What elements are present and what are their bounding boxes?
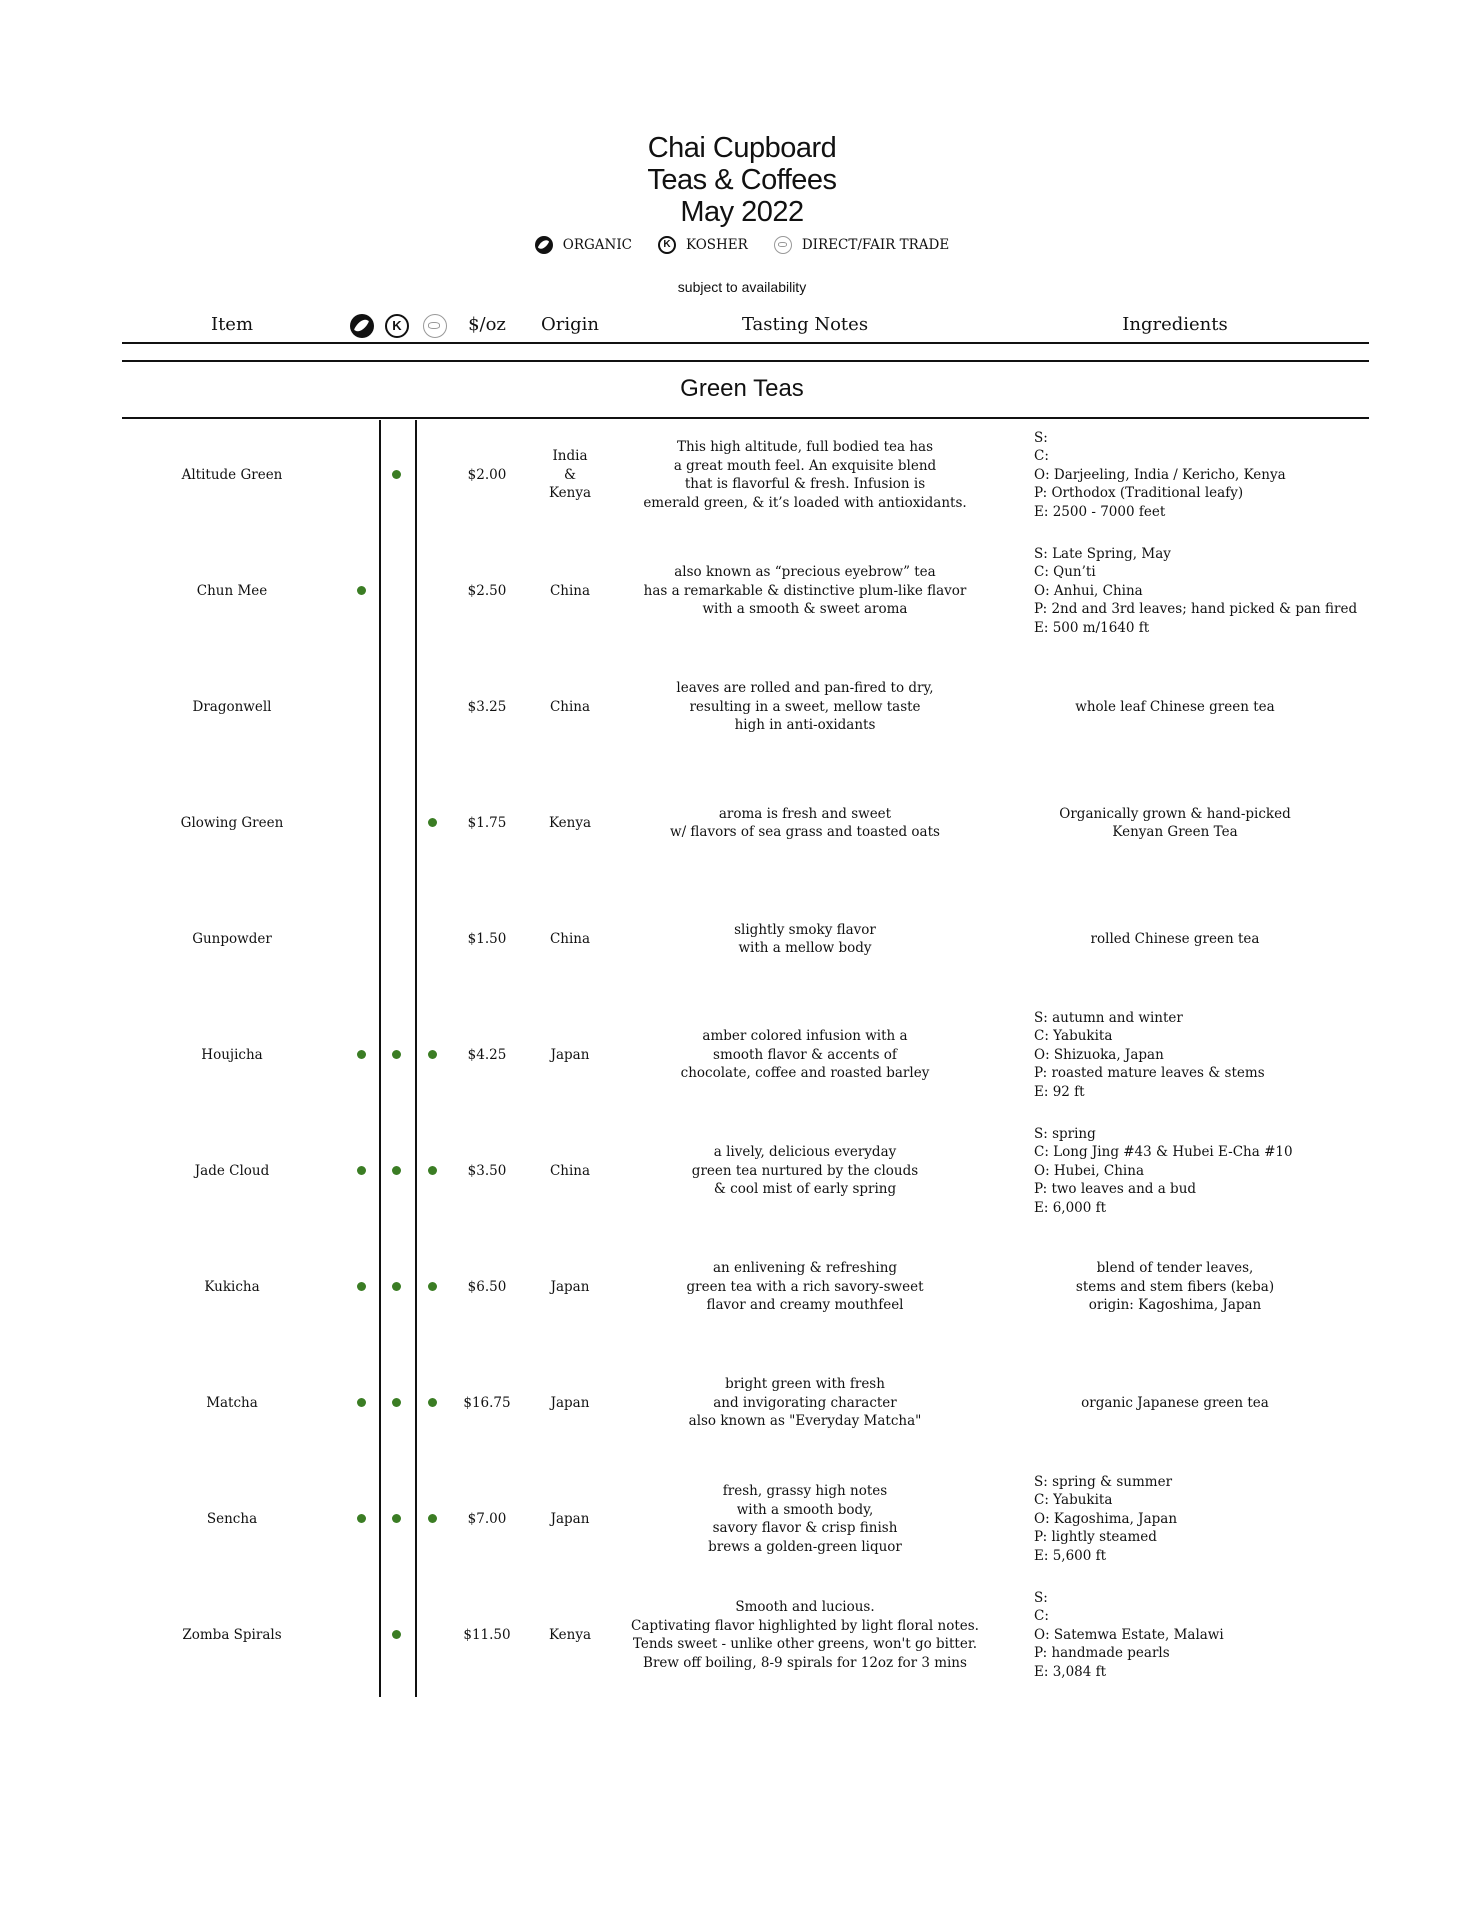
legend-label: ORGANIC bbox=[562, 237, 632, 253]
tasting-notes: an enlivening & refreshing green tea with a rich savory-sweet flavor and creamy mouthfeel bbox=[686, 1260, 924, 1314]
organic-dot bbox=[357, 1514, 366, 1523]
column-headers bbox=[0, 314, 1484, 344]
col-header-price: $/oz bbox=[468, 314, 506, 335]
item-name: Dragonwell bbox=[192, 698, 272, 715]
legend-fair-trade bbox=[774, 236, 949, 254]
origin: China bbox=[549, 698, 591, 715]
table-row bbox=[0, 1577, 1484, 1693]
origin: Japan bbox=[550, 1394, 590, 1411]
item-name: Houjicha bbox=[201, 1046, 263, 1063]
ingredients: S: C: O: Darjeeling, India / Kericho, Kenya P: Orthodox (Traditional leafy) E: 2500 - 7000 feet bbox=[1034, 429, 1286, 520]
organic-dot bbox=[357, 1166, 366, 1175]
legend-label: KOSHER bbox=[686, 237, 748, 253]
fair-trade-dot bbox=[428, 1398, 437, 1407]
fair-trade-dot bbox=[428, 1282, 437, 1291]
col-header-tasting: Tasting Notes bbox=[741, 314, 869, 335]
fair-trade-dot bbox=[428, 818, 437, 827]
fair-trade-icon bbox=[774, 236, 792, 254]
section-title: Green Teas bbox=[680, 375, 804, 402]
col-header-item: Item bbox=[210, 314, 254, 335]
price: $3.50 bbox=[467, 1162, 507, 1179]
menu-header bbox=[0, 132, 1484, 254]
item-name: Chun Mee bbox=[196, 582, 268, 599]
legend-kosher bbox=[658, 236, 748, 254]
tasting-notes: slightly smoky flavor with a mellow body bbox=[734, 921, 876, 956]
origin: China bbox=[549, 1162, 591, 1179]
ingredients: blend of tender leaves, stems and stem fibers (keba) origin: Kagoshima, Japan bbox=[1075, 1260, 1275, 1314]
ingredients: organic Japanese green tea bbox=[1081, 1394, 1269, 1411]
ingredients: S: autumn and winter C: Yabukita O: Shizuoka, Japan P: roasted mature leaves & stems E: 92 ft bbox=[1034, 1009, 1265, 1100]
tasting-notes: also known as “precious eyebrow” tea has a remarkable & distinctive plum-like flavor with a smooth & sweet aroma bbox=[643, 564, 967, 618]
table-row bbox=[0, 649, 1484, 765]
tasting-notes: bright green with fresh and invigorating character also known as "Everyday Matcha" bbox=[688, 1376, 922, 1430]
organic-icon bbox=[349, 314, 375, 343]
table-row bbox=[0, 881, 1484, 997]
table-row bbox=[0, 1229, 1484, 1345]
origin: Japan bbox=[550, 1046, 590, 1063]
origin: Kenya bbox=[548, 1626, 592, 1643]
table-row bbox=[0, 765, 1484, 881]
origin: China bbox=[549, 582, 591, 599]
legend bbox=[0, 236, 1484, 254]
item-name: Sencha bbox=[206, 1510, 258, 1527]
price: $1.75 bbox=[467, 814, 507, 831]
origin: Japan bbox=[550, 1278, 590, 1295]
item-name: Matcha bbox=[206, 1394, 258, 1411]
ingredients: S: C: O: Satemwa Estate, Malawi P: handmade pearls E: 3,084 ft bbox=[1034, 1589, 1224, 1680]
origin: Japan bbox=[550, 1510, 590, 1527]
tasting-notes: aroma is fresh and sweet w/ flavors of sea grass and toasted oats bbox=[670, 805, 940, 840]
section-rule-top bbox=[122, 360, 1369, 362]
title-line-2: Teas & Coffees bbox=[647, 164, 837, 196]
ingredients: rolled Chinese green tea bbox=[1090, 930, 1260, 947]
table-row bbox=[0, 1345, 1484, 1461]
organic-dot bbox=[357, 586, 366, 595]
title-line-1: Chai Cupboard bbox=[647, 132, 837, 164]
organic-dot bbox=[357, 1282, 366, 1291]
price: $16.75 bbox=[463, 1394, 511, 1411]
ingredients: whole leaf Chinese green tea bbox=[1075, 698, 1275, 715]
item-name: Jade Cloud bbox=[194, 1162, 270, 1179]
price: $6.50 bbox=[467, 1278, 507, 1295]
legend-organic bbox=[535, 236, 632, 254]
item-name: Glowing Green bbox=[180, 814, 284, 831]
fair-trade-dot bbox=[428, 1166, 437, 1175]
ingredients: Organically grown & hand-picked Kenyan Green Tea bbox=[1059, 805, 1291, 840]
price: $4.25 bbox=[467, 1046, 507, 1063]
price: $1.50 bbox=[467, 930, 507, 947]
tasting-notes: amber colored infusion with a smooth flavor & accents of chocolate, coffee and roasted barley bbox=[680, 1028, 930, 1082]
kosher-dot bbox=[392, 1514, 401, 1523]
price: $2.50 bbox=[467, 582, 507, 599]
fair-trade-dot bbox=[428, 1514, 437, 1523]
kosher-dot bbox=[392, 1050, 401, 1059]
fair-trade-dot bbox=[428, 1050, 437, 1059]
fair-trade-icon bbox=[422, 314, 448, 343]
kosher-icon bbox=[658, 236, 676, 254]
legend-label: DIRECT/FAIR TRADE bbox=[801, 237, 950, 253]
origin: India & Kenya bbox=[548, 448, 592, 502]
kosher-dot bbox=[392, 1166, 401, 1175]
price: $11.50 bbox=[463, 1626, 511, 1643]
item-name: Altitude Green bbox=[181, 466, 283, 483]
kosher-dot bbox=[392, 470, 401, 479]
tasting-notes: This high altitude, full bodied tea has a great mouth feel. An exquisite blend that is flavorful & fresh. Infusion is emerald green, & it’s loaded with antioxidants. bbox=[643, 439, 967, 511]
price: $3.25 bbox=[467, 698, 507, 715]
tasting-notes: a lively, delicious everyday green tea nurtured by the clouds & cool mist of early spring bbox=[691, 1144, 919, 1198]
header-rule bbox=[122, 342, 1369, 344]
table-row bbox=[0, 997, 1484, 1113]
origin: Kenya bbox=[548, 814, 592, 831]
kosher-dot bbox=[392, 1630, 401, 1639]
organic-dot bbox=[357, 1050, 366, 1059]
price: $2.00 bbox=[467, 466, 507, 483]
table-row bbox=[0, 1113, 1484, 1229]
item-name: Kukicha bbox=[204, 1278, 260, 1295]
organic-icon bbox=[535, 236, 553, 254]
ingredients: S: spring & summer C: Yabukita O: Kagoshima, Japan P: lightly steamed E: 5,600 ft bbox=[1034, 1473, 1178, 1564]
item-name: Zomba Spirals bbox=[182, 1626, 282, 1643]
price: $7.00 bbox=[467, 1510, 507, 1527]
item-name: Gunpowder bbox=[192, 930, 272, 947]
kosher-icon bbox=[384, 314, 410, 343]
col-header-ingredients: Ingredients bbox=[1122, 314, 1228, 335]
kosher-dot bbox=[392, 1282, 401, 1291]
organic-dot bbox=[357, 1398, 366, 1407]
table-row bbox=[0, 1461, 1484, 1577]
ingredients: S: spring C: Long Jing #43 & Hubei E-Cha #10 O: Hubei, China P: two leaves and a bud E: 6,000 ft bbox=[1034, 1125, 1293, 1216]
tasting-notes: Smooth and lucious. Captivating flavor highlighted by light floral notes. Tends sweet - unlike other greens, won't go bitter. Brew off boiling, 8-9 spirals for 12oz for 3 mins bbox=[631, 1599, 979, 1671]
availability-note: subject to availability bbox=[677, 279, 807, 295]
col-header-origin: Origin bbox=[541, 314, 599, 335]
tasting-notes: fresh, grassy high notes with a smooth body, savory flavor & crisp finish brews a golden-green liquor bbox=[708, 1483, 902, 1555]
tasting-notes: leaves are rolled and pan-fired to dry, resulting in a sweet, mellow taste high in anti-oxidants bbox=[676, 680, 934, 734]
table-row bbox=[0, 417, 1484, 533]
title-line-3: May 2022 bbox=[680, 196, 804, 228]
kosher-dot bbox=[392, 1398, 401, 1407]
table-row bbox=[0, 533, 1484, 649]
origin: China bbox=[549, 930, 591, 947]
ingredients: S: Late Spring, May C: Qun’ti O: Anhui, China P: 2nd and 3rd leaves; hand picked & pan fired E: 500 m/1640 ft bbox=[1034, 545, 1358, 636]
